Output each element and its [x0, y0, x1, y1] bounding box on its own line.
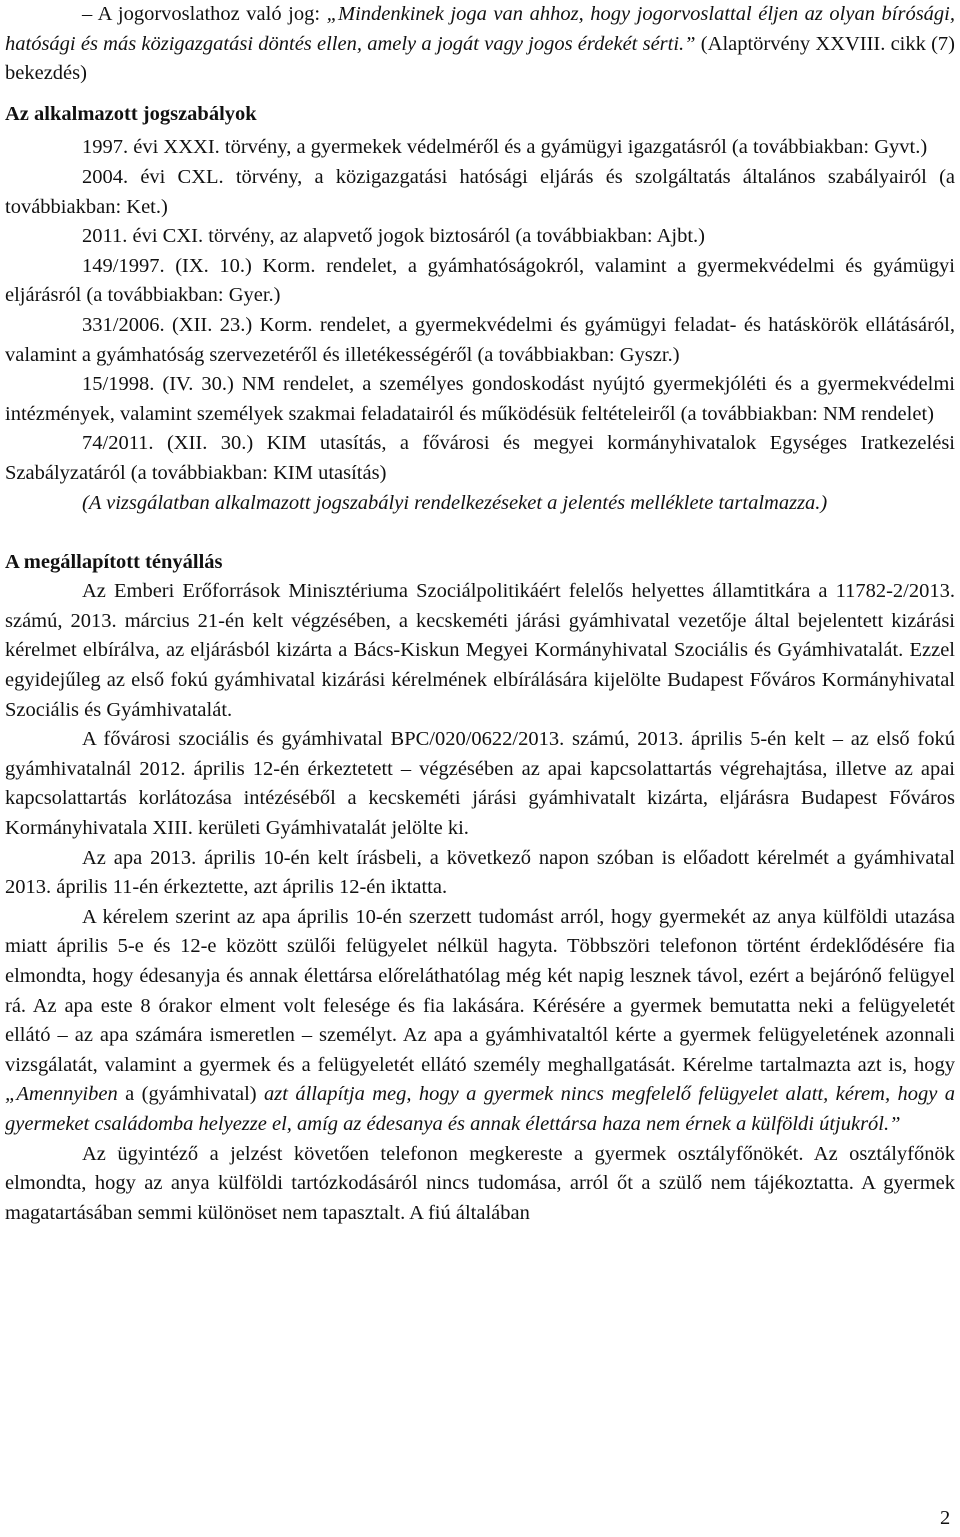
facts-heading: A megállapított tényállás	[5, 550, 223, 573]
laws-heading: Az alkalmazott jogszabályok	[5, 102, 257, 125]
intro-quote: „Mindenkinek joga van ahhoz, hogy jogorvoslattal éljen az olyan bírósági, hatósági és más közigazgatási döntés ellen, amely a jogát vagy jogos érdekét sérti.”	[5, 3, 955, 55]
facts-paragraph-5: Az ügyintéző a jelzést követően telefonon megkereste a gyermek osztályfőnökét. Az osztályfőnök elmondta, hogy az anya külföldi tartózkodásáról nincs tudomása, arról őt a szülő nem tájékoztatta. A gyermek magatartásában semmi különöset nem tapasztalt. A fiú általában	[5, 1142, 955, 1224]
page-number: 2	[940, 1507, 951, 1529]
p4-mid: a (gyámhivatal)	[117, 1083, 265, 1106]
laws-note: (A vizsgálatban alkalmazott jogszabályi rendelkezéseket a jelentés melléklete tartalmazza.)	[82, 491, 828, 514]
law-item-3: 2011. évi CXI. törvény, az alapvető jogok biztosáról (a továbbiakban: Ajbt.)	[82, 225, 705, 248]
blank-line	[5, 518, 955, 548]
intro-reference: (Alaptörvény XXVIII. cikk (7) bekezdés)	[5, 32, 956, 85]
p4-quote-start: „Amennyiben	[5, 1083, 118, 1106]
law-item-1: 1997. évi XXXI. törvény, a gyermekek védelméről és a gyámügyi igazgatásról (a továbbiakban: Gyvt.)	[82, 136, 928, 159]
facts-paragraph-3: Az apa 2013. április 10-én kelt írásbeli, a következő napon szóban is előadott kérelmét a gyámhivatal 2013. április 11-én érkeztette, azt április 12-én iktatta.	[5, 846, 955, 899]
law-item-4: 149/1997. (IX. 10.) Korm. rendelet, a gyámhatóságokról, valamint a gyermekvédelmi és gyámügyi eljárásról (a továbbiakban: Gyer.)	[5, 254, 955, 307]
document-content	[5, 0, 955, 1228]
law-item-7: 74/2011. (XII. 30.) KIM utasítás, a fővárosi és megyei kormányhivatalok Egységes Iratkezelési Szabályzatáról (a továbbiakban: KIM utasítás)	[5, 432, 955, 484]
p4-text: A kérelem szerint az apa április 10-én szerzett tudomást arról, hogy gyermekét az anya külföldi utazása miatt április 5-e és 12-e között szülői felügyelet nélkül hagyta. Többszöri telefonon történt érdeklődésére fia elmondta, hogy édesanyja és annak élettársa előreláthatólag még két napig lesznek távol, ezért a bejárónő felügyel rá. Az apa este 8 órakor elment volt felesége és fia lakására. Kérésére a gyermek bemutatta neki a felügyeletét ellátó – az apa számára ismeretlen – személyt. Az apa a gyámhivataltól kérte a gyermek felügyeletének azonnali vizsgálatát, valamint a gyermek és a felügyeletét ellátó személy meghallgatását. Kérelme tartalmazta azt is, hogy	[5, 905, 955, 1076]
law-item-2: 2004. évi CXL. törvény, a közigazgatási hatósági eljárás és szolgáltatás általános szabályairól (a továbbiakban: Ket.)	[5, 165, 955, 218]
facts-paragraph-4	[5, 903, 955, 1140]
law-item-5: 331/2006. (XII. 23.) Korm. rendelet, a gyermekvédelmi és gyámügyi feladat- és hatáskörök ellátásáról, valamint a gyámhatóság szervezetéről és illetékességéről (a továbbiakban: Gyszr.)	[5, 313, 955, 366]
law-item-6: 15/1998. (IV. 30.) NM rendelet, a személyes gondoskodást nyújtó gyermekjóléti és a gyermekvédelmi intézmények, valamint személyek szakmai feladatairól és működésük feltételeiről (a továbbiakban: NM rendelet)	[5, 373, 955, 425]
facts-paragraph-2: A fővárosi szociális és gyámhivatal BPC/020/0622/2013. számú, 2013. április 5-én kelt – az első fokú gyámhivatalnál 2012. április 12-én érkeztetett – végzésében az apai kapcsolattartás végrehajtása, illetve az apai kapcsolattartás korlátozása intézéséből a kecskeméti járási gyámhivatalt kizárta, eljárásra Budapest Főváros Kormányhivatala XIII. kerületi Gyámhivatalát jelölte ki.	[5, 728, 955, 840]
p4-quote-end: azt állapítja meg, hogy a gyermek nincs megfelelő felügyelet alatt, kérem, hogy a gyermeket családomba helyezze el, amíg az édesanya és annak élettársa haza nem érnek a külföldi útjukról.”	[5, 1083, 955, 1135]
intro-paragraph	[5, 0, 955, 89]
facts-paragraph-1: Az Emberi Erőforrások Minisztériuma Szociálpolitikáért felelős helyettes államtitkára a 11782-2/2013. számú, 2013. március 21-én kelt végzésében, a kecskeméti járási gyámhivatal vezetője által bejelentett kizárási kérelmet elbírálva, az eljárásból kizárta a Bács-Kiskun Megyei Kormányhivatal Szociális és Gyámhivatalát. Ezzel egyidejűleg az első fokú gyámhivatal kizárási kérelmének elbírálására kijelölte Budapest Főváros Kormányhivatal Szociális és Gyámhivatalát.	[5, 580, 955, 721]
intro-dash: – A jogorvoslathoz való jog:	[82, 3, 327, 25]
